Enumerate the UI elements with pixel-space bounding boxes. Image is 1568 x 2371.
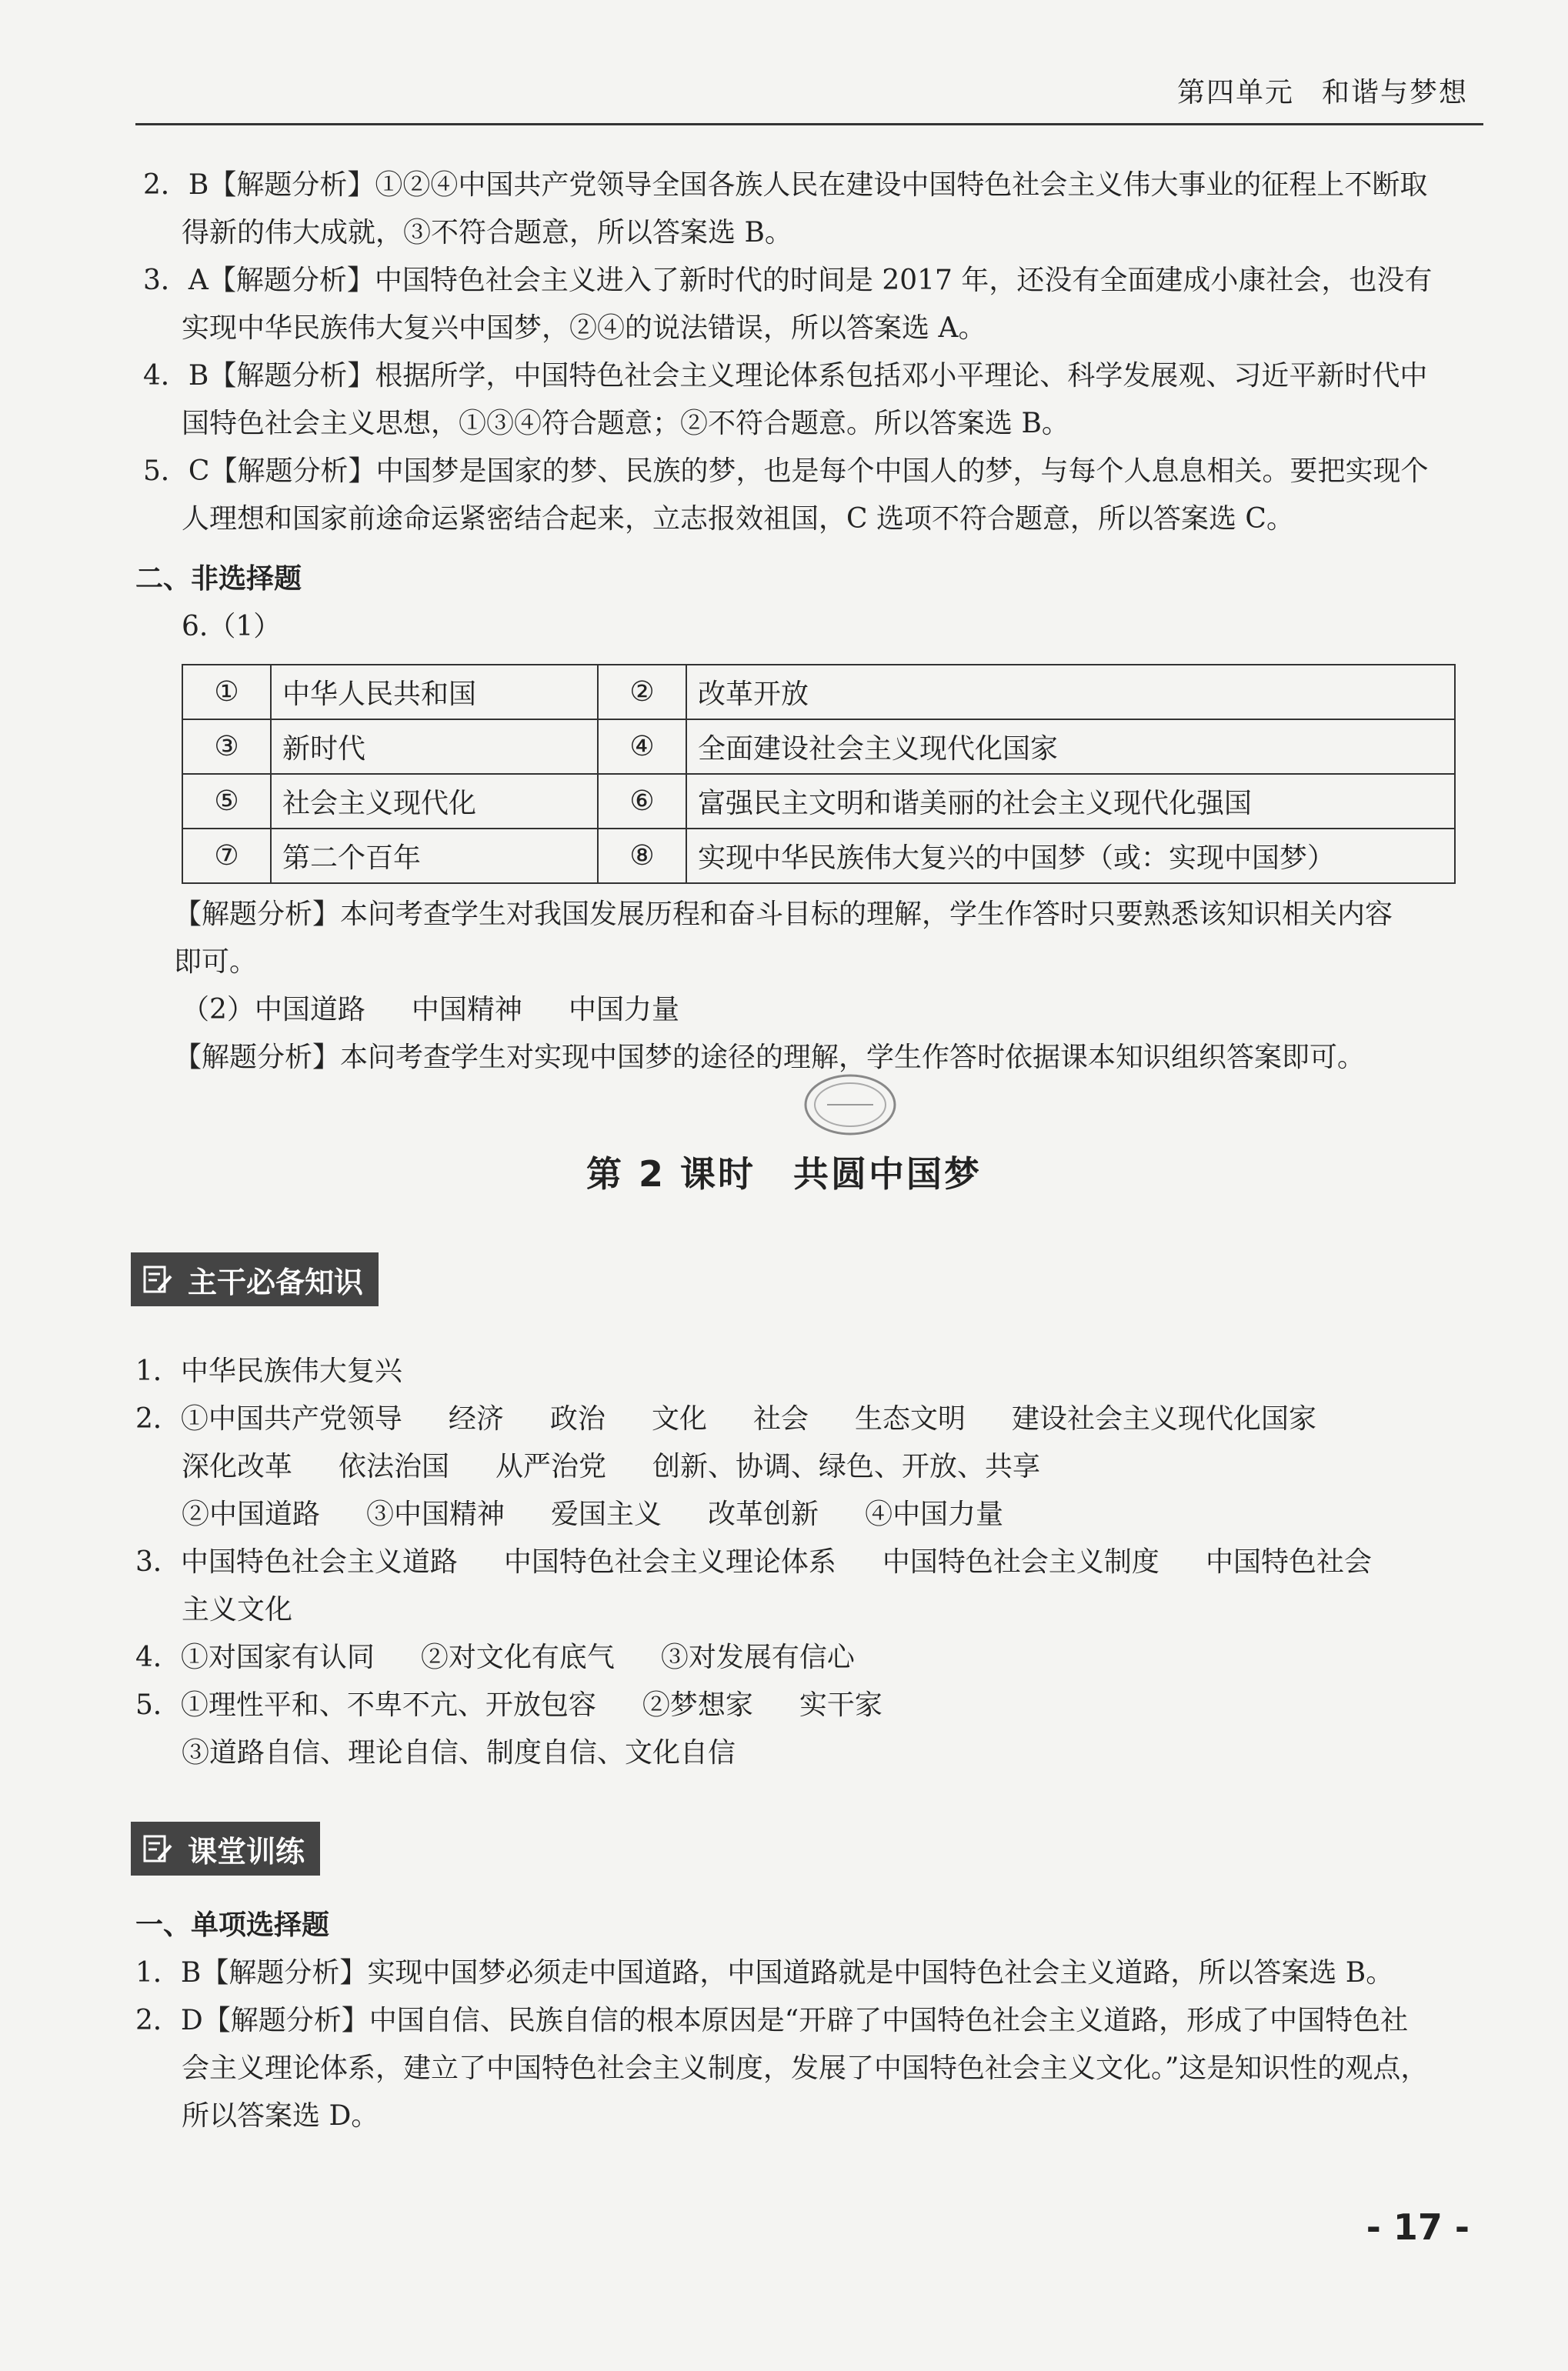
answer-5-line2: 人理想和国家前途命运紧密结合起来，立志报效祖国，C 选项不符合题意，所以答案选 C。 xyxy=(182,503,1294,535)
q6-part2-item: 中国力量 xyxy=(568,994,679,1025)
table-row xyxy=(182,665,1455,719)
class-answer-2-line2: 会主义理论体系，建立了中国特色社会主义制度，发展了中国特色社会主义文化。”这是知识性的观点， xyxy=(182,2053,1429,2084)
table-cell: ⑤ xyxy=(182,774,271,829)
section-banner-classroom xyxy=(131,1822,320,1876)
table-cell: 实现中华民族伟大复兴的中国梦（或：实现中国梦） xyxy=(686,829,1455,883)
knowledge-item: 3．中国特色社会主义道路 xyxy=(135,1546,458,1578)
knowledge-item: 中国特色社会主义制度 xyxy=(882,1546,1159,1578)
knowledge-5-line2: ③道路自信、理论自信、制度自信、文化自信 xyxy=(182,1737,736,1769)
knowledge-4 xyxy=(135,1634,855,1682)
answer-4-line2: 国特色社会主义思想，①③④符合题意；②不符合题意。所以答案选 B。 xyxy=(182,408,1069,439)
table-row xyxy=(182,829,1455,883)
banner-label: 课堂训练 xyxy=(188,1834,305,1869)
table-cell: 改革开放 xyxy=(686,665,1455,719)
header-rule xyxy=(135,123,1483,125)
section-banner-knowledge xyxy=(131,1252,379,1306)
knowledge-item: 中国特色社会主义理论体系 xyxy=(503,1546,836,1578)
answer-2-line1: 2．B【解题分析】①②④中国共产党领导全国各族人民在建设中国特色社会主义伟大事业的征程上不断取 xyxy=(143,169,1428,201)
knowledge-item: 5．①理性平和、不卑不亢、开放包容 xyxy=(135,1689,596,1721)
knowledge-item: 中国特色社会 xyxy=(1205,1546,1372,1578)
answer-3 xyxy=(143,257,1432,352)
table-row xyxy=(182,774,1455,829)
stamp-seal-icon xyxy=(800,1069,900,1140)
answer-4 xyxy=(143,352,1427,448)
page-number: - 17 - xyxy=(1366,2206,1470,2248)
header-title: 和谐与梦想 xyxy=(1321,77,1468,108)
knowledge-item: 实干家 xyxy=(799,1689,882,1721)
q6-analysis-1 xyxy=(174,891,1393,986)
knowledge-item: 建设社会主义现代化国家 xyxy=(1011,1403,1316,1435)
knowledge-item: 创新、协调、绿色、开放、共享 xyxy=(652,1451,1041,1482)
header-unit: 第四单元 xyxy=(1176,77,1294,108)
table-cell: ② xyxy=(598,665,686,719)
knowledge-item: 经济 xyxy=(448,1403,504,1435)
table-row xyxy=(182,719,1455,774)
table-cell: ⑥ xyxy=(598,774,686,829)
class-answer-2 xyxy=(135,1997,1428,2140)
class-answer-2-line1: 2．D【解题分析】中国自信、民族自信的根本原因是“开辟了中国特色社会主义道路，形成了中国特色社 xyxy=(135,2005,1409,2036)
q6-analysis-1-line2: 即可。 xyxy=(174,946,258,978)
notepad-pencil-icon xyxy=(140,1262,174,1296)
q6-part2-label: （2） xyxy=(182,994,255,1025)
knowledge-item: 从严治党 xyxy=(495,1451,607,1482)
knowledge-item: 4．①对国家有认同 xyxy=(135,1642,375,1673)
q6-part2-item: 中国精神 xyxy=(411,994,522,1025)
answer-2-line2: 得新的伟大成就，③不符合题意，所以答案选 B。 xyxy=(182,217,792,248)
knowledge-2-line1 xyxy=(135,1396,1316,1443)
knowledge-item: 深化改革 xyxy=(182,1451,293,1482)
knowledge-item: 2．①中国共产党领导 xyxy=(135,1403,402,1435)
q6-label: 6.（1） xyxy=(182,611,282,642)
table-cell: 新时代 xyxy=(271,719,598,774)
knowledge-item: ③中国精神 xyxy=(366,1499,505,1530)
q6-analysis-2: 【解题分析】本问考查学生对实现中国梦的途径的理解，学生作答时依据课本知识组织答案即可。 xyxy=(174,1042,1366,1073)
class-answer-2-line3: 所以答案选 D。 xyxy=(182,2100,379,2132)
class-answer-1: 1．B【解题分析】实现中国梦必须走中国道路，中国道路就是中国特色社会主义道路，所以答案选 B。 xyxy=(135,1957,1394,1989)
table-cell: ⑦ xyxy=(182,829,271,883)
knowledge-item: ②梦想家 xyxy=(642,1689,753,1721)
q6-part2 xyxy=(182,986,679,1034)
knowledge-item: 改革创新 xyxy=(708,1499,819,1530)
table-cell: ③ xyxy=(182,719,271,774)
answer-3-line1: 3．A【解题分析】中国特色社会主义进入了新时代的时间是 2017 年，还没有全面建成小康社会，也没有 xyxy=(143,265,1433,296)
knowledge-item: 生态文明 xyxy=(854,1403,966,1435)
table-cell: ① xyxy=(182,665,271,719)
knowledge-3-line2: 主义文化 xyxy=(182,1594,293,1626)
knowledge-2-line3 xyxy=(182,1491,1003,1539)
knowledge-3-line1 xyxy=(135,1539,1372,1586)
knowledge-item: 爱国主义 xyxy=(551,1499,662,1530)
table-cell: 中华人民共和国 xyxy=(271,665,598,719)
q6-analysis-1-line1: 【解题分析】本问考查学生对我国发展历程和奋斗目标的理解，学生作答时只要熟悉该知识相关内容 xyxy=(174,899,1393,930)
knowledge-item: 政治 xyxy=(549,1403,606,1435)
knowledge-item: ②中国道路 xyxy=(182,1499,321,1530)
knowledge-2-line2 xyxy=(182,1443,1040,1491)
knowledge-1: 1．中华民族伟大复兴 xyxy=(135,1356,402,1387)
table-cell: ④ xyxy=(598,719,686,774)
table-cell: 富强民主文明和谐美丽的社会主义现代化强国 xyxy=(686,774,1455,829)
page-header xyxy=(1149,71,1468,110)
lesson-title: 第 2 课时 共圆中国梦 xyxy=(585,1153,983,1195)
answer-2 xyxy=(143,162,1427,257)
section-heading-nonchoice: 二、非选择题 xyxy=(135,563,302,595)
table-cell: 全面建设社会主义现代化国家 xyxy=(686,719,1455,774)
knowledge-item: ③对发展有信心 xyxy=(660,1642,855,1673)
answer-5 xyxy=(143,448,1428,543)
knowledge-item: ②对文化有底气 xyxy=(420,1642,615,1673)
q6-part2-item: 中国道路 xyxy=(254,994,365,1025)
answer-table xyxy=(182,664,1456,884)
answer-3-line2: 实现中华民族伟大复兴中国梦，②④的说法错误，所以答案选 A。 xyxy=(182,312,986,344)
notepad-pencil-icon xyxy=(140,1832,174,1866)
table-cell: ⑧ xyxy=(598,829,686,883)
knowledge-item: 依法治国 xyxy=(339,1451,450,1482)
knowledge-5-line1 xyxy=(135,1682,882,1729)
table-cell: 第二个百年 xyxy=(271,829,598,883)
section-heading-single-choice: 一、单项选择题 xyxy=(135,1909,330,1941)
banner-label: 主干必备知识 xyxy=(188,1265,364,1299)
knowledge-item: 社会 xyxy=(752,1403,809,1435)
table-cell: 社会主义现代化 xyxy=(271,774,598,829)
answer-4-line1: 4．B【解题分析】根据所学，中国特色社会主义理论体系包括邓小平理论、科学发展观、习近平新时代中 xyxy=(143,360,1428,392)
knowledge-item: ④中国力量 xyxy=(865,1499,1004,1530)
knowledge-item: 文化 xyxy=(651,1403,707,1435)
answer-5-line1: 5．C【解题分析】中国梦是国家的梦、民族的梦，也是每个中国人的梦，与每个人息息相关。要把实现个 xyxy=(143,455,1429,487)
